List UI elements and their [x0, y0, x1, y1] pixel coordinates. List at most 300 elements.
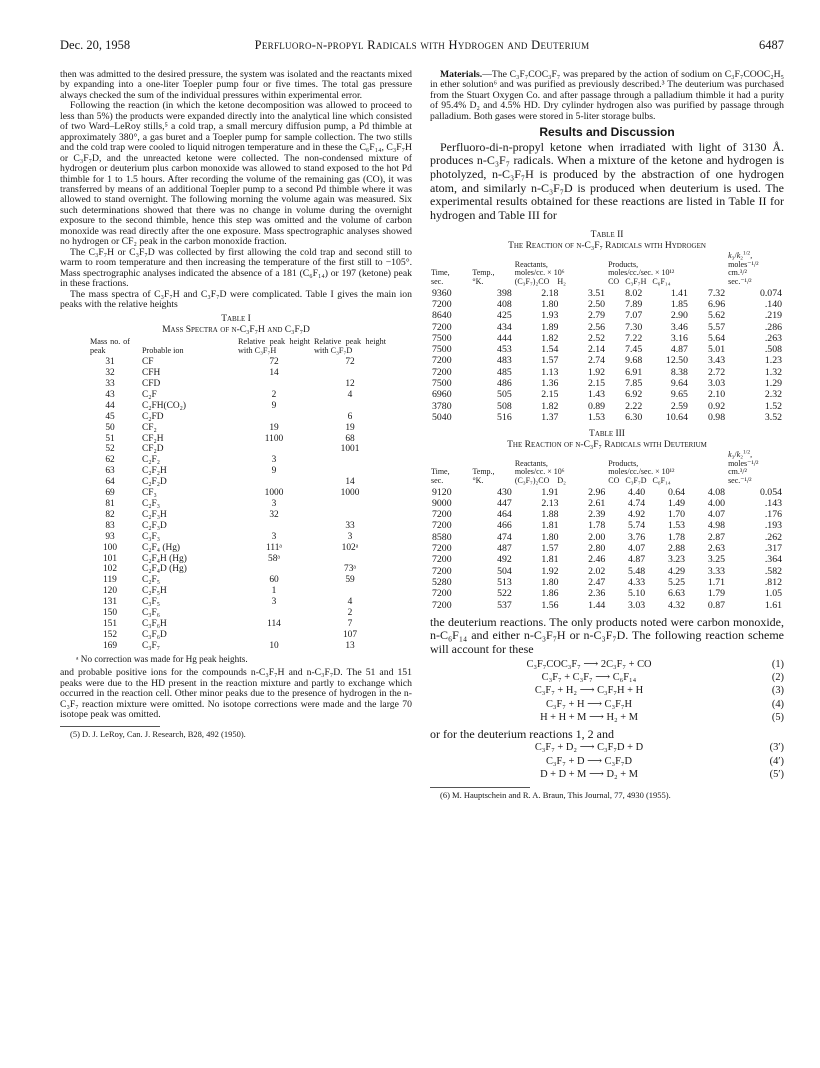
table-cell: CF	[142, 357, 154, 368]
table-cell: 2.00	[588, 531, 606, 543]
table-cell: 492	[497, 554, 512, 566]
table-row	[88, 543, 388, 554]
table-cell: 486	[497, 378, 512, 390]
table-cell: C₂F₂H	[142, 466, 167, 477]
table-cell: 466	[497, 520, 512, 532]
equation-number: (3′)	[769, 742, 784, 754]
table-cell: C₃F₆	[142, 608, 161, 619]
table-cell: 522	[497, 588, 512, 600]
table-row	[430, 299, 784, 310]
table-row	[88, 630, 388, 641]
table-cell: 83	[105, 520, 115, 531]
table-cell: C₂FH(CO₂)	[142, 400, 187, 411]
table-cell: 13	[345, 640, 355, 651]
table-cell: .219	[764, 310, 782, 322]
table-row	[88, 455, 388, 466]
table-cell: 1.53	[667, 520, 686, 532]
table-title: Mass Spectra of n-C₃F₇H and C₃F₇D	[162, 325, 310, 336]
table-cell: 2.15	[587, 378, 606, 390]
reaction-equation	[430, 743, 784, 756]
table-cell: 2.32	[764, 389, 782, 401]
table-cell: 6	[347, 411, 353, 422]
table-cell: C₂F₃H	[142, 509, 167, 520]
table-cell: 3.16	[670, 332, 688, 344]
table-cell	[236, 630, 312, 641]
table-cell: 10.64	[665, 411, 688, 423]
table-cell: 2.96	[588, 486, 606, 498]
table-cell: 3.23	[667, 554, 686, 566]
table-cell: 9000	[432, 497, 452, 509]
materials-heading: Materials.	[440, 69, 483, 80]
table-row	[430, 487, 784, 498]
table-row	[430, 554, 784, 565]
table-cell: CFH	[142, 368, 161, 379]
table-cell	[312, 401, 388, 412]
table-cell: 7.89	[625, 298, 643, 310]
table-cell	[312, 586, 388, 597]
table-cell: 1.85	[670, 298, 688, 310]
table-cell: 0.92	[707, 400, 726, 412]
table-cell: 1.80	[541, 576, 559, 588]
table-cell: 2.87	[707, 531, 726, 543]
table-cell: 52	[105, 444, 115, 455]
table-cell: .193	[764, 520, 782, 532]
table-cell: 1.52	[764, 400, 782, 412]
table-cell: 4.07	[707, 509, 726, 521]
table-cell: 6960	[432, 389, 452, 401]
equation-number: (5)	[771, 712, 784, 724]
column-header: Relative peak height with C₃F₇D	[314, 337, 386, 355]
table-cell: 2.72	[707, 366, 726, 378]
table-row	[88, 368, 388, 379]
table-cell: 9.65	[670, 389, 688, 401]
footnote-rule	[430, 787, 530, 788]
paragraph: Perfluoro-di-n-propyl ketone when irradiated with light of 3130 Å. produces n-C₃F₇ radicals. When a mixture of the ketone and hydrogen is photolyzed, n-C₃F₇H is produced by the abstraction of one hydrogen atom, and similarly n-C₃F₇D is produced when deuterium is used. The experimental results obtained for these reactions are listed in Table II for hydrogen and Table III for	[430, 139, 784, 222]
table-cell: 19	[269, 422, 279, 433]
table-cell: 425	[497, 310, 512, 322]
table-cell: 14	[269, 368, 279, 379]
table-cell: CFD	[142, 379, 161, 390]
table-cell: 7.85	[625, 378, 643, 390]
table-cell: 64	[105, 477, 115, 488]
table-cell: 9.64	[670, 378, 688, 390]
table-cell: 508	[497, 400, 512, 412]
table-row	[88, 597, 388, 608]
table-cell: 430	[497, 486, 512, 498]
table-cell: C₂F₂	[142, 455, 161, 466]
page-number: 6487	[759, 38, 784, 52]
header-date: Dec. 20, 1958	[60, 38, 131, 52]
table-cell: 5.64	[707, 332, 726, 344]
table-cell: C₂F₄ (Hg)	[142, 542, 181, 553]
table-cell: 1.93	[541, 310, 559, 322]
table-cell: C₂F₅H	[142, 586, 167, 597]
column-header: k₃/k₂$^{1/2}$, moles⁻¹/² cm.³/² sec.⁻¹/²	[728, 449, 759, 485]
table-cell: .143	[764, 497, 782, 509]
table-cell: 2.52	[587, 332, 606, 344]
table-cell: 4.87	[670, 344, 688, 356]
table-cell: 4.00	[707, 497, 726, 509]
table-cell: CF₂D	[142, 444, 164, 455]
table-cell: 1.54	[541, 344, 559, 356]
table-cell: 1.32	[764, 366, 782, 378]
column-header: Mass no. of peak	[90, 337, 130, 355]
table-cell: 6.91	[625, 366, 643, 378]
table-cell	[236, 477, 312, 488]
table-cell: 7200	[432, 599, 452, 611]
reaction-equation	[430, 686, 784, 699]
table-cell: 1.71	[707, 576, 726, 588]
table-cell: 2.14	[587, 344, 606, 356]
table-row	[88, 641, 388, 652]
table-cell: 1.81	[541, 520, 559, 532]
table-cell: 114	[267, 618, 281, 629]
table-cell: 408	[497, 298, 512, 310]
table-cell: 3.03	[707, 378, 726, 390]
table-cell: .582	[764, 565, 782, 577]
table-row	[88, 510, 388, 521]
table-body	[430, 288, 784, 424]
table-title: The Reaction of n-C₃F₇ Radicals with Deuterium	[507, 440, 707, 451]
equation-formula: C₃F₇ + H₂ ⟶ C₃F₇H + H	[534, 685, 644, 697]
footnote: (6) M. Hauptschein and R. A. Braun, This Journal, 77, 4930 (1955).	[440, 790, 671, 801]
table-row	[88, 554, 388, 565]
mass-spectra-table	[88, 338, 388, 651]
table-row	[88, 444, 388, 455]
table-cell: .262	[764, 531, 782, 543]
reaction-equation	[430, 673, 784, 686]
table-cell: 44	[105, 400, 115, 411]
table-cell: CF₂H	[142, 433, 164, 444]
table-row	[88, 532, 388, 543]
paragraph: Following the reaction (in which the ketone decomposition was allowed to proceed to less than 5%) the products were expanded directly into the analytical line which consisted of two Ward–LeRoy stills,⁵ a cold trap, a small mercury diffusion pump, a Pd thimble at approximately 380°, a gas buret and a Toepler pump for sample collection. The two stills and the cold trap were cooled to liquid nitrogen temperature and in these the C₆F₁₄, C₃F₇H or C₃F₇D, and the unreacted ketone were collected. The non-condensed mixture of hydrogen or deuterium plus carbon monoxide was allowed to stand exposed to the hot Pd thimble for 1 to 1.5 hours. After recording the volume of the remaining gas (CO), it was transferred by means of an additional Toepler pump to a second Pd thimble where it was allowed to stand overnight. The following morning the volume again was measured. Six such determinations showed that there was no change in volume during the overnight exposure to the second thimble, hence this step was omitted and the volume of carbon monoxide was read directly after the one exposure. Mass spectrographic analyses showed no hydrogen or CF₂ peak in the carbon monoxide fraction.	[60, 100, 412, 248]
table-cell	[312, 499, 388, 510]
table-2-caption	[430, 230, 784, 252]
table-row	[88, 619, 388, 630]
table-cell: 7.07	[625, 310, 643, 322]
table-cell: 9360	[432, 287, 452, 299]
table-cell: 0.87	[707, 599, 726, 611]
table-cell: 10	[269, 640, 279, 651]
table-cell: 464	[497, 509, 512, 521]
table-cell: 8.02	[625, 287, 643, 299]
table-cell: 1.92	[541, 565, 559, 577]
table-cell: 1.56	[541, 599, 559, 611]
table-cell: 1.80	[541, 298, 559, 310]
table-cell: 7200	[432, 554, 452, 566]
table-cell: 8640	[432, 310, 452, 322]
table-cell: 111ᵃ	[266, 542, 282, 553]
table-cell: 453	[497, 344, 512, 356]
equation-number: (3)	[771, 685, 784, 697]
table-cell: 4.40	[628, 486, 646, 498]
table-cell: 58ᵃ	[268, 553, 280, 564]
materials-text: —The C₃F₇COC₃F₇ was prepared by the action of sodium on C₃F₇COOC₂H₅ in ether solution⁶ and was purified as previously described.³ The deuterium was purchased from the Stuart Oxygen Co. and after passage through a palladium thimble it had a purity of 95.4% D₂ and 4.5% HD. Dry cylinder hydrogen also was purified by passage through palladium. Both gases were stored in 5-liter storage bulbs.	[430, 69, 784, 122]
table-cell: 0.98	[707, 411, 726, 423]
table-cell: C₃F₇	[142, 640, 161, 651]
table-cell: 474	[497, 531, 512, 543]
table-cell: C₂F₅	[142, 575, 161, 586]
table-cell: 131	[102, 597, 118, 608]
table-cell: 1.78	[667, 531, 686, 543]
table-cell: 3780	[432, 400, 452, 412]
table-label: Table I	[221, 314, 251, 325]
table-cell: 1.53	[587, 411, 606, 423]
table-cell: 4	[347, 389, 353, 400]
table-cell: 119	[103, 575, 117, 586]
right-column	[430, 70, 784, 801]
table-row	[88, 423, 388, 434]
table-cell: 447	[497, 497, 512, 509]
table-cell: 7500	[432, 332, 452, 344]
table-cell: 1100	[264, 433, 284, 444]
table-cell: 444	[497, 332, 512, 344]
table-cell: 7.22	[625, 332, 643, 344]
table-cell: 69	[105, 488, 115, 499]
table-cell: 19	[345, 422, 355, 433]
table-cell: C₂F₄D (Hg)	[142, 564, 187, 575]
table-cell: C₃F₆H	[142, 618, 167, 629]
column-header: Relative peak height with C₃F₇H	[238, 337, 310, 355]
table-cell: 32	[269, 509, 279, 520]
table-cell: 5.10	[628, 588, 646, 600]
table-cell: 7200	[432, 321, 452, 333]
table-row	[430, 322, 784, 333]
table-cell: 2.22	[625, 400, 643, 412]
table-cell: 59	[345, 575, 355, 586]
table-row	[88, 434, 388, 445]
equation-number: (2)	[771, 672, 784, 684]
table-cell: 62	[105, 455, 115, 466]
table-cell: 1.91	[541, 486, 559, 498]
table-cell: 7200	[432, 298, 452, 310]
table-cell: 1.88	[541, 509, 559, 521]
table-cell: .140	[764, 298, 782, 310]
table-cell: 9120	[432, 486, 452, 498]
table-cell: 7.30	[625, 321, 643, 333]
table-cell: 1.13	[541, 366, 559, 378]
table-cell: 72	[269, 357, 279, 368]
table-cell: 1.57	[541, 355, 559, 367]
table-cell: 1.61	[764, 599, 782, 611]
table-cell: 7200	[432, 355, 452, 367]
table-row	[88, 466, 388, 477]
table-cell: 4	[347, 597, 353, 608]
table-row	[88, 521, 388, 532]
table-cell: 2.80	[588, 543, 606, 555]
table-cell: C₂F₃	[142, 499, 161, 510]
table-cell: .286	[764, 321, 782, 333]
table-cell: 398	[497, 287, 512, 299]
table-cell: 5040	[432, 411, 452, 423]
table-cell: 5.01	[707, 344, 726, 356]
table-cell	[236, 521, 312, 532]
table-cell: 3.52	[764, 411, 782, 423]
table-cell: 1000	[340, 488, 360, 499]
table-row	[430, 367, 784, 378]
table-cell: 485	[497, 366, 512, 378]
table-cell	[236, 379, 312, 390]
footnote-rule	[60, 726, 160, 727]
table-cell: 8.38	[670, 366, 688, 378]
reaction-equation	[430, 660, 784, 673]
table-cell: 1.49	[667, 497, 686, 509]
table-cell: 7	[347, 618, 353, 629]
table-cell: 101	[102, 553, 118, 564]
table-row	[88, 390, 388, 401]
table-cell: 4.87	[628, 554, 646, 566]
table-cell: 3.43	[707, 355, 726, 367]
table-cell: 1.23	[764, 355, 782, 367]
table-row	[430, 412, 784, 423]
table-row	[88, 357, 388, 368]
table-cell: 6.63	[667, 588, 686, 600]
table-cell: 3.33	[707, 565, 726, 577]
table-row	[430, 498, 784, 509]
table-cell: 50	[105, 422, 115, 433]
table-cell: C₂FD	[142, 411, 164, 422]
table-cell: 483	[497, 355, 512, 367]
table-cell: 2.50	[587, 298, 606, 310]
table-cell: 1.82	[541, 400, 559, 412]
table-cell: 2.79	[587, 310, 606, 322]
table-cell: 1.57	[541, 543, 559, 555]
column-header: Temp., °K.	[472, 268, 495, 287]
table-row	[430, 401, 784, 412]
table-cell: C₂F₂D	[142, 477, 167, 488]
equation-number: (4)	[771, 698, 784, 710]
table-row	[88, 379, 388, 390]
table-cell: 1.36	[541, 378, 559, 390]
table-cell: 81	[105, 499, 115, 510]
column-header: Time, sec.	[431, 467, 450, 485]
table-cell: 12	[345, 379, 355, 390]
table-cell: 7200	[432, 366, 452, 378]
table-cell: 0.054	[759, 486, 782, 498]
table-cell: 102ᵃ	[341, 542, 359, 553]
column-header: Reactants, moles/cc. × 10⁶ (C₃F₇)₂CO H₂	[514, 259, 566, 287]
table-cell: 6.30	[625, 411, 643, 423]
table-cell: 1.92	[587, 366, 606, 378]
table-cell	[236, 412, 312, 423]
table-cell: 2.61	[588, 497, 606, 509]
table-cell: 4.32	[667, 599, 686, 611]
footnote: (5) D. J. LeRoy, Can. J. Research, B28, 492 (1950).	[70, 729, 246, 740]
table-cell: 1.37	[541, 411, 559, 423]
table-cell: 4.07	[628, 543, 646, 555]
column-header: k₃/k₂$^{1/2}$, moles⁻¹/² cm.³/² sec.⁻¹/²	[728, 250, 759, 287]
table-row	[88, 575, 388, 586]
table-cell: 169	[102, 640, 118, 651]
table-cell: 150	[102, 608, 118, 619]
equation-formula: D + D + M ⟶ D₂ + M	[540, 768, 638, 780]
column-header: Time, sec.	[431, 268, 450, 287]
table-cell: 9.68	[625, 355, 643, 367]
equation-formula: C₃F₇ + H ⟶ C₃F₇H	[545, 698, 633, 710]
table-row	[430, 355, 784, 366]
table-row	[430, 310, 784, 321]
table-cell: 100	[102, 542, 118, 553]
table-cell: 2.46	[588, 554, 606, 566]
equation-number: (1)	[771, 658, 784, 670]
table-cell	[312, 510, 388, 521]
table-cell: 33	[105, 379, 115, 390]
table-cell: C₃F₆D	[142, 629, 167, 640]
table-cell: 516	[497, 411, 512, 423]
table-cell: 93	[105, 531, 115, 542]
table-cell: 43	[105, 389, 115, 400]
equation-block	[430, 660, 784, 727]
table-cell: CF₂	[142, 422, 157, 433]
equation-formula: C₃F₇COC₃F₇ ⟶ 2C₃F₇ + CO	[526, 658, 652, 670]
table-cell: 14	[345, 477, 355, 488]
table-cell: C₂F₃D	[142, 520, 167, 531]
table-cell: 7200	[432, 565, 452, 577]
table-cell: 82	[105, 509, 115, 520]
table-cell: .176	[764, 509, 782, 521]
equation-number: (4′)	[769, 755, 784, 767]
table-row	[430, 509, 784, 520]
table-row	[430, 389, 784, 400]
table-row	[88, 608, 388, 619]
left-column	[60, 70, 412, 740]
table-cell: .364	[764, 554, 782, 566]
table-cell: 151	[102, 618, 118, 629]
table-row	[430, 543, 784, 554]
table-cell: 2	[347, 608, 353, 619]
table-row	[88, 477, 388, 488]
table-cell: 3	[271, 531, 277, 542]
table-cell: 1000	[264, 488, 284, 499]
table-cell: 4.29	[667, 565, 686, 577]
table-cell: 3.46	[670, 321, 688, 333]
table-cell: 2.15	[541, 389, 559, 401]
table-cell: 1.78	[588, 520, 606, 532]
table-cell: 1.05	[764, 588, 782, 600]
table-cell: 1.44	[588, 599, 606, 611]
table-cell: 2.63	[707, 543, 726, 555]
table-cell: 0.074	[759, 287, 782, 299]
table-cell	[236, 564, 312, 575]
table-cell: 3	[347, 531, 353, 542]
table-cell: 9	[271, 466, 277, 477]
table-cell: 32	[105, 368, 115, 379]
materials-paragraph	[430, 70, 784, 122]
table-cell: 1.86	[541, 588, 559, 600]
table-cell: 73ᵃ	[344, 564, 356, 575]
table-cell: 107	[342, 629, 358, 640]
table-label: Table III	[589, 429, 625, 440]
table-cell: 6.96	[707, 298, 726, 310]
table-cell: 2.13	[541, 497, 559, 509]
reaction-equation	[430, 700, 784, 713]
table-row	[430, 600, 784, 611]
table-title: The Reaction of n-C₃F₇ Radicals with Hydrogen	[508, 241, 706, 252]
table-cell: 7200	[432, 588, 452, 600]
table-row	[430, 378, 784, 389]
table-cell: 1.80	[541, 531, 559, 543]
table-cell: 2.39	[588, 509, 606, 521]
table-cell: 45	[105, 411, 115, 422]
column-header: Temp., °K.	[472, 467, 495, 485]
table-cell: 2.02	[588, 565, 606, 577]
table-row	[430, 588, 784, 599]
table-row	[430, 566, 784, 577]
column-header: Probable ion	[142, 345, 184, 355]
table-cell: 12.50	[665, 355, 688, 367]
table-cell: 60	[269, 575, 279, 586]
equation-formula: H + H + M ⟶ H₂ + M	[540, 712, 638, 724]
